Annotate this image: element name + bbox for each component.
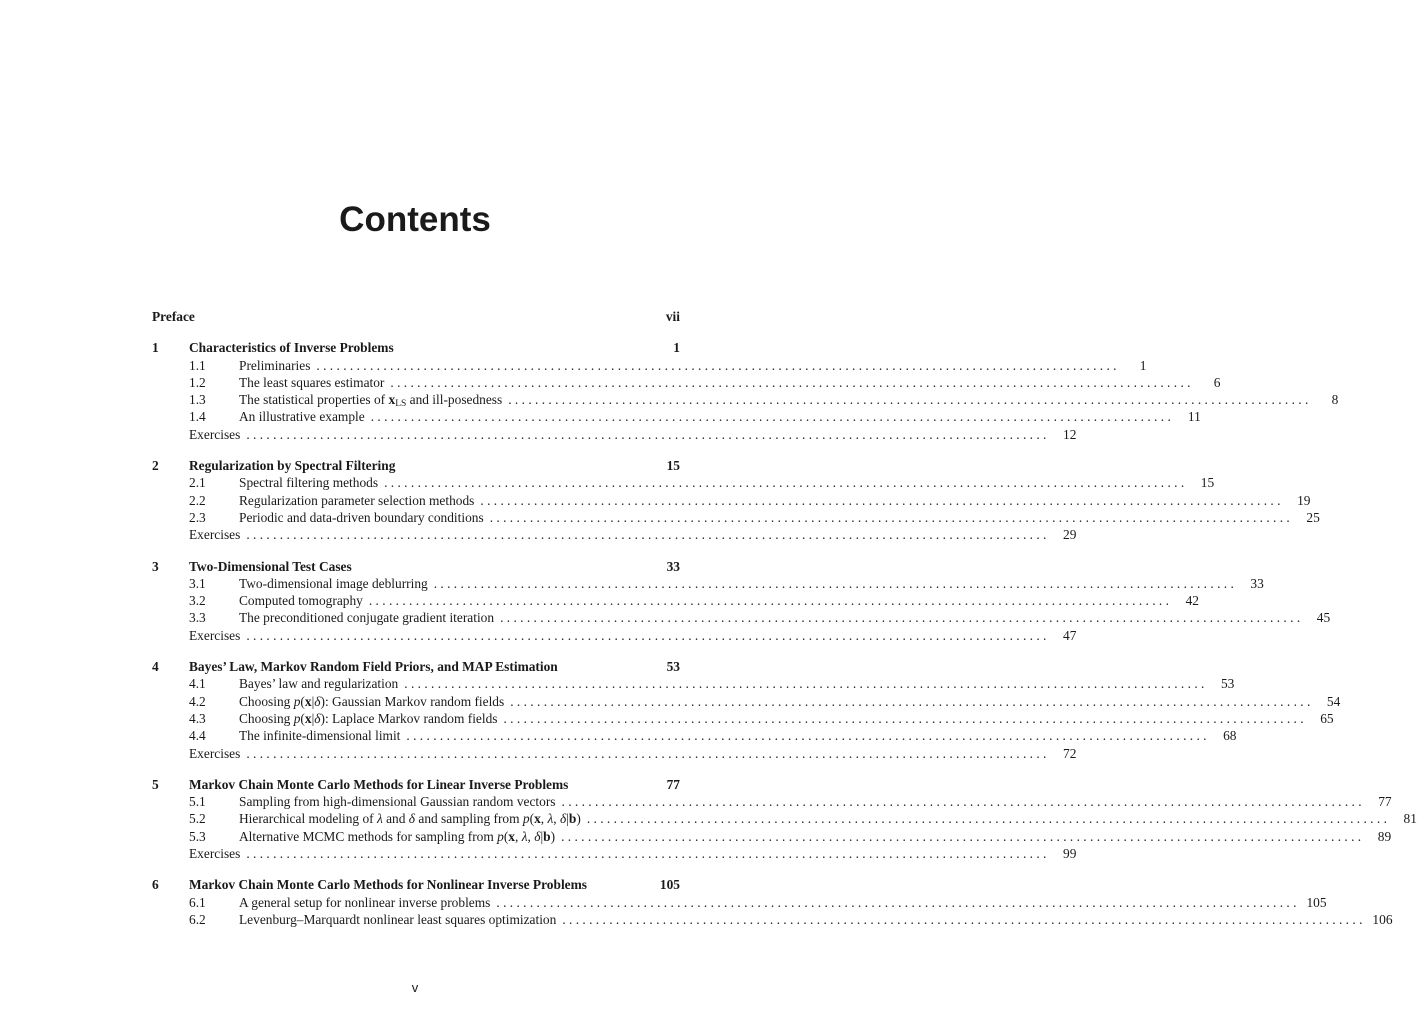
toc-section-1-4-title: An illustrative example [239,409,365,425]
toc-chapter-4-page: 53 [666,659,680,675]
toc-section-2-3-title: Periodic and data-driven boundary conditions [239,509,484,525]
toc-section-3-3-leader-dots: . . . . . . . . . . . . . . . . . . . . . . . . . . . . . . . . . . . . . . . . . . . . . . . . . . . . . . . . . . . . . . . . . . . . . . . . . . . . . . . . . . . . . . . . . . . . . . . . . . . . . . . . . . . . . . . . . . . . . . . . [500,610,1301,626]
toc-section-5-1[interactable] [152,793,1392,810]
toc-chapter-2[interactable] [152,457,680,474]
toc-chapter-3-number: 3 [152,558,159,574]
toc-section-1-1-leader-dots: . . . . . . . . . . . . . . . . . . . . . . . . . . . . . . . . . . . . . . . . . . . . . . . . . . . . . . . . . . . . . . . . . . . . . . . . . . . . . . . . . . . . . . . . . . . . . . . . . . . . . . . . . . . . . . . . . . . . . . . . [316,357,1117,373]
toc-section-5-3[interactable] [152,828,1392,845]
toc-section-1-3[interactable] [152,391,1339,410]
toc-exercises-ch3-leader-dots: . . . . . . . . . . . . . . . . . . . . . . . . . . . . . . . . . . . . . . . . . . . . . . . . . . . . . . . . . . . . . . . . . . . . . . . . . . . . . . . . . . . . . . . . . . . . . . . . . . . . . . . . . . . . . . . . . . . . . . . . [246,627,1047,643]
toc-exercises-ch5-title: Exercises [189,846,241,862]
toc-section-4-4-title: The infinite-dimensional limit [239,728,401,744]
toc-section-5-1-page: 77 [1378,794,1392,810]
toc-chapter-6-number: 6 [152,877,159,893]
toc-exercises-ch4-page: 72 [1063,745,1077,761]
toc-exercises-ch1[interactable] [152,426,1077,443]
toc-section-2-1-page: 15 [1200,475,1215,491]
toc-section-6-1-number: 6.1 [189,894,206,910]
toc-section-6-1-leader-dots: . . . . . . . . . . . . . . . . . . . . . . . . . . . . . . . . . . . . . . . . . . . . . . . . . . . . . . . . . . . . . . . . . . . . . . . . . . . . . . . . . . . . . . . . . . . . . . . . . . . . . . . . . . . . . . . . . . . . . . . . [496,894,1297,910]
toc-section-2-3-number: 2.3 [189,509,206,525]
toc-section-5-2-title: Hierarchical modeling of λ and δ and sampling from p(x, λ, δ|b) [239,811,581,827]
toc-chapter-6-page: 105 [659,877,680,893]
toc-chapter-2-number: 2 [152,458,159,474]
toc-section-2-1-title: Spectral filtering methods [239,475,379,491]
toc-chapter-2-page: 15 [666,458,680,474]
toc-exercises-ch3-page: 47 [1063,627,1077,643]
toc-section-3-1[interactable] [152,575,1264,592]
toc-section-5-3-leader-dots: . . . . . . . . . . . . . . . . . . . . . . . . . . . . . . . . . . . . . . . . . . . . . . . . . . . . . . . . . . . . . . . . . . . . . . . . . . . . . . . . . . . . . . . . . . . . . . . . . . . . . . . . . . . . . . . . . . . . . . . . [561,828,1362,844]
toc-chapter-4-number: 4 [152,659,159,675]
toc-chapter-3[interactable] [152,558,680,575]
toc-section-4-1-number: 4.1 [189,676,206,692]
toc-chapter-5-title: Markov Chain Monte Carlo Methods for Linear Inverse Problems [189,776,569,792]
toc-section-3-1-leader-dots: . . . . . . . . . . . . . . . . . . . . . . . . . . . . . . . . . . . . . . . . . . . . . . . . . . . . . . . . . . . . . . . . . . . . . . . . . . . . . . . . . . . . . . . . . . . . . . . . . . . . . . . . . . . . . . . . . . . . . . . . [433,575,1234,591]
toc-section-1-1-title: Preliminaries [239,357,311,373]
toc-chapter-5[interactable] [152,776,680,793]
toc-section-1-2-title: The least squares estimator [239,374,385,390]
toc-preface-page: vii [665,309,680,324]
toc-exercises-ch2-title: Exercises [189,527,241,543]
toc-section-1-2-number: 1.2 [189,374,206,390]
toc-section-4-3-leader-dots: . . . . . . . . . . . . . . . . . . . . . . . . . . . . . . . . . . . . . . . . . . . . . . . . . . . . . . . . . . . . . . . . . . . . . . . . . . . . . . . . . . . . . . . . . . . . . . . . . . . . . . . . . . . . . . . . . . . . . . . . [503,710,1304,726]
toc-exercises-ch5-leader-dots: . . . . . . . . . . . . . . . . . . . . . . . . . . . . . . . . . . . . . . . . . . . . . . . . . . . . . . . . . . . . . . . . . . . . . . . . . . . . . . . . . . . . . . . . . . . . . . . . . . . . . . . . . . . . . . . . . . . . . . . . [246,846,1047,862]
toc-section-5-2-leader-dots: . . . . . . . . . . . . . . . . . . . . . . . . . . . . . . . . . . . . . . . . . . . . . . . . . . . . . . . . . . . . . . . . . . . . . . . . . . . . . . . . . . . . . . . . . . . . . . . . . . . . . . . . . . . . . . . . . . . . . . . . [586,811,1387,827]
toc-section-3-3-title: The preconditioned conjugate gradient iteration [239,610,495,626]
toc-chapters [152,339,1417,928]
toc-section-4-2-number: 4.2 [189,693,206,709]
toc-section-3-2-leader-dots: . . . . . . . . . . . . . . . . . . . . . . . . . . . . . . . . . . . . . . . . . . . . . . . . . . . . . . . . . . . . . . . . . . . . . . . . . . . . . . . . . . . . . . . . . . . . . . . . . . . . . . . . . . . . . . . . . . . . . . . . [368,593,1169,609]
toc-section-3-1-page: 33 [1250,575,1264,591]
toc-exercises-ch3[interactable] [152,627,1077,644]
toc-chapter-1[interactable] [152,339,680,356]
toc-chapter-2-title: Regularization by Spectral Filtering [189,458,396,474]
toc-section-4-3-number: 4.3 [189,710,206,726]
toc-section-3-2-number: 3.2 [189,593,206,609]
toc-section-5-2[interactable] [152,810,1417,827]
toc-section-4-4-number: 4.4 [189,728,206,744]
toc-section-1-4-page: 11 [1187,409,1201,425]
toc-section-4-1[interactable] [152,675,1235,692]
page-number: v [411,980,419,995]
toc-section-1-2-page: 6 [1213,374,1221,390]
toc-section-2-1[interactable] [152,474,1215,491]
toc-section-6-2-leader-dots: . . . . . . . . . . . . . . . . . . . . . . . . . . . . . . . . . . . . . . . . . . . . . . . . . . . . . . . . . . . . . . . . . . . . . . . . . . . . . . . . . . . . . . . . . . . . . . . . . . . . . . . . . . . . . . . . . . . . . . . . [562,911,1363,927]
toc-section-1-1-page: 1 [1139,357,1147,373]
toc-exercises-ch4[interactable] [152,745,1077,762]
toc-section-1-3-title: The statistical properties of $x_{LS}$ and ill-posedness [239,392,503,410]
toc-section-1-1[interactable] [152,357,1147,374]
toc-section-2-3[interactable] [152,509,1320,526]
toc-section-3-3-page: 45 [1316,610,1331,626]
toc-section-6-1-page: 105 [1306,894,1327,910]
toc-section-4-1-page: 53 [1220,676,1235,692]
toc-section-6-2[interactable] [152,911,1393,928]
toc-section-4-4-page: 68 [1223,728,1237,744]
toc-exercises-ch2-page: 29 [1063,527,1077,543]
toc-exercises-ch4-leader-dots: . . . . . . . . . . . . . . . . . . . . . . . . . . . . . . . . . . . . . . . . . . . . . . . . . . . . . . . . . . . . . . . . . . . . . . . . . . . . . . . . . . . . . . . . . . . . . . . . . . . . . . . . . . . . . . . . . . . . . . . . [246,745,1047,761]
toc-preface-label: Preface [152,309,195,324]
toc-section-4-4-leader-dots: . . . . . . . . . . . . . . . . . . . . . . . . . . . . . . . . . . . . . . . . . . . . . . . . . . . . . . . . . . . . . . . . . . . . . . . . . . . . . . . . . . . . . . . . . . . . . . . . . . . . . . . . . . . . . . . . . . . . . . . . [406,728,1207,744]
toc-section-5-1-number: 5.1 [189,794,206,810]
toc-section-6-2-title: Levenburg–Marquardt nonlinear least squares optimization [239,911,557,927]
toc-section-4-3[interactable] [152,710,1334,727]
toc-section-1-3-leader-dots: . . . . . . . . . . . . . . . . . . . . . . . . . . . . . . . . . . . . . . . . . . . . . . . . . . . . . . . . . . . . . . . . . . . . . . . . . . . . . . . . . . . . . . . . . . . . . . . . . . . . . . . . . . . . . . . . . . . . . . . . [508,392,1309,408]
toc-section-5-3-number: 5.3 [189,828,206,844]
toc-exercises-ch5-page: 99 [1063,846,1077,862]
toc-section-1-4-number: 1.4 [189,409,206,425]
toc-section-1-4-leader-dots: . . . . . . . . . . . . . . . . . . . . . . . . . . . . . . . . . . . . . . . . . . . . . . . . . . . . . . . . . . . . . . . . . . . . . . . . . . . . . . . . . . . . . . . . . . . . . . . . . . . . . . . . . . . . . . . . . . . . . . . . [370,409,1171,425]
toc-exercises-ch5[interactable] [152,845,1077,862]
toc-chapter-5-page: 77 [666,776,680,792]
toc-exercises-ch3-title: Exercises [189,627,241,643]
toc-section-2-3-page: 25 [1306,509,1320,525]
toc-chapter-5-number: 5 [152,776,159,792]
toc-chapter-1-title: Characteristics of Inverse Problems [189,340,394,356]
toc-section-2-1-number: 2.1 [189,475,206,491]
toc-section-1-4[interactable] [152,408,1201,425]
toc-exercises-ch4-title: Exercises [189,745,241,761]
toc-section-1-3-page: 8 [1331,392,1339,408]
toc-section-4-1-leader-dots: . . . . . . . . . . . . . . . . . . . . . . . . . . . . . . . . . . . . . . . . . . . . . . . . . . . . . . . . . . . . . . . . . . . . . . . . . . . . . . . . . . . . . . . . . . . . . . . . . . . . . . . . . . . . . . . . . . . . . . . . [404,676,1205,692]
toc-section-4-1-title: Bayes’ law and regularization [239,676,399,692]
toc-chapter-1-number: 1 [152,340,159,356]
toc-section-2-2-title: Regularization parameter selection methods [239,492,475,508]
toc-section-2-1-leader-dots: . . . . . . . . . . . . . . . . . . . . . . . . . . . . . . . . . . . . . . . . . . . . . . . . . . . . . . . . . . . . . . . . . . . . . . . . . . . . . . . . . . . . . . . . . . . . . . . . . . . . . . . . . . . . . . . . . . . . . . . . [384,475,1185,491]
toc-exercises-ch1-leader-dots: . . . . . . . . . . . . . . . . . . . . . . . . . . . . . . . . . . . . . . . . . . . . . . . . . . . . . . . . . . . . . . . . . . . . . . . . . . . . . . . . . . . . . . . . . . . . . . . . . . . . . . . . . . . . . . . . . . . . . . . . [246,426,1047,442]
toc-chapter-3-page: 33 [666,558,680,574]
toc-exercises-ch1-title: Exercises [189,426,241,442]
toc-section-4-3-title: Choosing p(x|δ): Laplace Markov random fields [239,710,498,726]
toc-section-3-1-title: Two-dimensional image deblurring [239,575,428,591]
toc-exercises-ch2[interactable] [152,526,1077,543]
toc-section-4-2[interactable] [152,693,1341,710]
toc-section-4-2-page: 54 [1326,693,1341,709]
toc-section-6-2-number: 6.2 [189,911,206,927]
toc-section-6-2-page: 106 [1372,911,1393,927]
toc-section-5-3-page: 89 [1377,828,1392,844]
toc-exercises-ch1-page: 12 [1063,426,1077,442]
toc-section-3-3-number: 3.3 [189,610,206,626]
toc-section-1-2-leader-dots: . . . . . . . . . . . . . . . . . . . . . . . . . . . . . . . . . . . . . . . . . . . . . . . . . . . . . . . . . . . . . . . . . . . . . . . . . . . . . . . . . . . . . . . . . . . . . . . . . . . . . . . . . . . . . . . . . . . . . . . . [390,374,1191,390]
toc-chapter-3-title: Two-Dimensional Test Cases [189,558,352,574]
toc-section-5-2-page: 81 [1403,811,1417,827]
toc-section-5-1-leader-dots: . . . . . . . . . . . . . . . . . . . . . . . . . . . . . . . . . . . . . . . . . . . . . . . . . . . . . . . . . . . . . . . . . . . . . . . . . . . . . . . . . . . . . . . . . . . . . . . . . . . . . . . . . . . . . . . . . . . . . . . . [561,794,1362,810]
toc-section-2-2[interactable] [152,492,1311,509]
toc-section-5-1-title: Sampling from high-dimensional Gaussian random vectors [239,794,556,810]
toc-section-6-1[interactable] [152,894,1327,911]
toc-section-2-2-leader-dots: . . . . . . . . . . . . . . . . . . . . . . . . . . . . . . . . . . . . . . . . . . . . . . . . . . . . . . . . . . . . . . . . . . . . . . . . . . . . . . . . . . . . . . . . . . . . . . . . . . . . . . . . . . . . . . . . . . . . . . . . [480,492,1281,508]
toc-chapter-6[interactable] [152,876,680,893]
toc-section-3-2-page: 42 [1185,593,1199,609]
toc-section-1-1-number: 1.1 [189,357,206,373]
toc-chapter-1-page: 1 [673,340,680,356]
toc-section-4-2-title: Choosing p(x|δ): Gaussian Markov random fields [239,693,505,709]
toc-section-2-3-leader-dots: . . . . . . . . . . . . . . . . . . . . . . . . . . . . . . . . . . . . . . . . . . . . . . . . . . . . . . . . . . . . . . . . . . . . . . . . . . . . . . . . . . . . . . . . . . . . . . . . . . . . . . . . . . . . . . . . . . . . . . . . [489,509,1290,525]
page-title: Contents [339,200,491,239]
toc-section-5-2-number: 5.2 [189,811,206,827]
toc-section-2-2-number: 2.2 [189,492,206,508]
toc-section-3-2[interactable] [152,592,1199,609]
toc-section-1-2[interactable] [152,374,1221,391]
toc-exercises-ch2-leader-dots: . . . . . . . . . . . . . . . . . . . . . . . . . . . . . . . . . . . . . . . . . . . . . . . . . . . . . . . . . . . . . . . . . . . . . . . . . . . . . . . . . . . . . . . . . . . . . . . . . . . . . . . . . . . . . . . . . . . . . . . . [246,527,1047,543]
toc-section-4-2-leader-dots: . . . . . . . . . . . . . . . . . . . . . . . . . . . . . . . . . . . . . . . . . . . . . . . . . . . . . . . . . . . . . . . . . . . . . . . . . . . . . . . . . . . . . . . . . . . . . . . . . . . . . . . . . . . . . . . . . . . . . . . . [510,693,1311,709]
toc-section-3-2-title: Computed tomography [239,593,363,609]
table-of-contents [152,308,1417,928]
toc-section-1-3-number: 1.3 [189,392,206,408]
toc-chapter-4-title: Bayes’ Law, Markov Random Field Priors, and MAP Estimation [189,659,558,675]
toc-section-3-3[interactable] [152,609,1331,626]
toc-section-3-1-number: 3.1 [189,575,206,591]
toc-chapter-4[interactable] [152,658,680,675]
toc-section-6-1-title: A general setup for nonlinear inverse problems [239,894,491,910]
toc-section-2-2-page: 19 [1297,492,1311,508]
toc-chapter-6-title: Markov Chain Monte Carlo Methods for Nonlinear Inverse Problems [189,877,587,893]
toc-section-4-4[interactable] [152,727,1237,744]
toc-preface[interactable] [152,308,680,325]
toc-section-4-3-page: 65 [1320,710,1334,726]
toc-section-5-3-title: Alternative MCMC methods for sampling from p(x, λ, δ|b) [239,828,556,844]
